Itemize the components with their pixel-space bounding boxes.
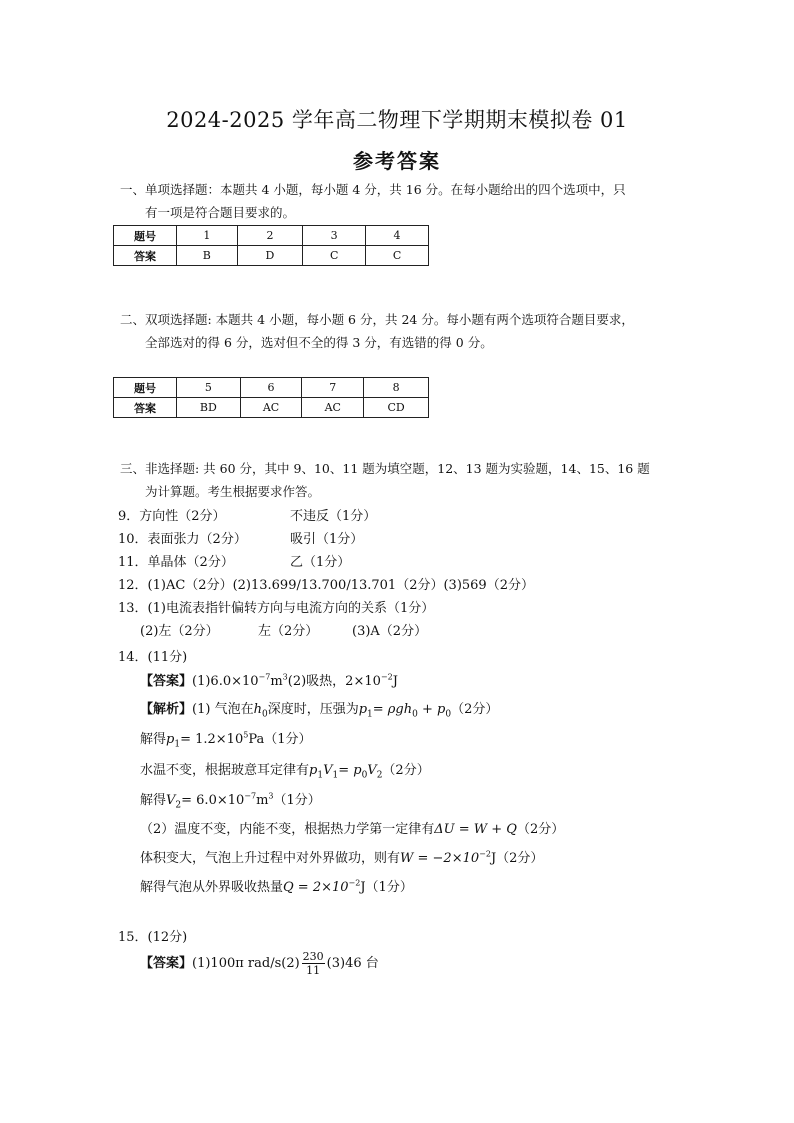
symbol: V: [367, 763, 377, 778]
solution-text: 解得: [140, 732, 167, 747]
subscript: 2: [376, 770, 383, 781]
exponent: 3: [282, 672, 288, 682]
answer-q13-line1: 13．(1)电流表指针偏转方向与电流方向的关系（1分）: [118, 601, 435, 616]
solution-text: 水温不变，根据玻意耳定律有: [140, 763, 310, 778]
section3-instructions-line2: 为计算题。考生根据要求作答。: [145, 484, 321, 499]
unit: m: [256, 793, 269, 808]
q14-boyle-law: [140, 759, 430, 781]
unit: J: [392, 674, 398, 689]
answer-q10: 10．表面张力（2分）: [118, 532, 247, 547]
subscript: 1: [174, 739, 181, 750]
answer-q13-part2b: 左（2分）: [258, 624, 319, 639]
table-row: [114, 378, 429, 398]
answer-text: (2)吸热，2×10: [287, 674, 381, 689]
row-header: 答案: [114, 398, 177, 418]
q14-solution1: [140, 728, 312, 750]
answer-q9-part2: 不违反（1分）: [290, 509, 377, 524]
score: （2分）: [516, 822, 565, 837]
subscript: 1: [367, 709, 373, 720]
answer-q13-part3: (3)A（2分）: [352, 624, 428, 639]
answer-cell: CD: [364, 398, 429, 418]
exponent: −2: [479, 849, 491, 859]
q15-heading: 15．(12分): [118, 930, 188, 945]
formula: ΔU = W + Q: [434, 822, 517, 837]
q14-analysis: [140, 698, 498, 720]
subscript: 2: [175, 800, 182, 811]
subscript: 0: [412, 709, 418, 720]
exponent: 3: [268, 791, 274, 801]
question-number: 2: [237, 226, 303, 246]
symbol: V: [166, 793, 176, 808]
answer-cell: D: [237, 246, 303, 266]
section2-answer-table: [113, 377, 429, 418]
answer-text: (1)6.0×10: [192, 674, 259, 689]
section1-instructions-line2: 有一项是符合题目要求的。: [145, 205, 296, 220]
question-number: 3: [303, 226, 366, 246]
section1-answer-table: [113, 225, 429, 266]
question-number: 8: [364, 378, 429, 398]
answer-q11: 11．单晶体（2分）: [118, 555, 234, 570]
q14-heat: [140, 876, 413, 895]
solution-text: 解得气泡从外界吸收热量: [140, 880, 284, 895]
formula: W = −2×10: [400, 851, 480, 866]
question-number: 1: [177, 226, 238, 246]
symbol: V: [323, 763, 333, 778]
exponent: −7: [244, 791, 257, 801]
q14-heading: 14．(11分): [118, 650, 188, 665]
solution-text: 体积变大，气泡上升过程中对外界做功，则有: [140, 851, 401, 866]
row-header: 答案: [114, 246, 177, 266]
answer-cell: B: [177, 246, 238, 266]
q14-answer: [140, 670, 398, 689]
q14-part2: [140, 818, 564, 837]
symbol: p: [166, 732, 175, 747]
solution-text: J（2分）: [490, 851, 544, 866]
symbol: h: [253, 702, 262, 717]
answer-cell: AC: [240, 398, 302, 418]
solution-text: J（1分）: [360, 880, 413, 895]
fraction-numerator: 230: [302, 950, 324, 963]
answer-text: (1)100π rad/s(2): [192, 956, 300, 971]
formula: = 1.2×10: [180, 732, 244, 747]
table-row: [114, 398, 429, 418]
answer-q9: 9．方向性（2分）: [118, 509, 226, 524]
section3-instructions-line1: 三、非选择题: 共 60 分，其中 9、10、11 题为填空题，12、13 题为实验题，14、15、16 题: [120, 461, 650, 476]
subscript: 1: [317, 770, 324, 781]
subscript: 0: [361, 770, 368, 781]
answer-text: (3)46 台: [326, 956, 379, 971]
q14-solution2: [140, 789, 321, 811]
page-title: 2024-2025 学年高二物理下学期期末模拟卷 01: [166, 108, 628, 132]
answer-label: 【答案】: [140, 674, 193, 689]
subscript: 0: [445, 709, 452, 720]
formula: = p: [338, 763, 362, 778]
answer-q13-part2: (2)左（2分）: [140, 624, 219, 639]
score: （2分）: [451, 702, 499, 717]
solution-text: 解得: [140, 793, 167, 808]
answer-cell: AC: [302, 398, 364, 418]
q14-work: [140, 847, 543, 866]
fraction-denominator: 11: [306, 964, 321, 977]
question-number: 5: [177, 378, 241, 398]
subscript: 0: [261, 709, 268, 720]
q15-answer: [140, 950, 379, 977]
table-row: [114, 226, 429, 246]
answer-q12: 12．(1)AC（2分）(2)13.699/13.700/13.701（2分）(3)569（2分）: [118, 578, 534, 593]
symbol: p: [358, 702, 368, 717]
exponent: −2: [348, 878, 361, 888]
score: （1分）: [273, 793, 321, 808]
question-number: 4: [366, 226, 429, 246]
formula: Q = 2×10: [283, 880, 349, 895]
answer-q11-part2: 乙（1分）: [290, 555, 351, 570]
table-row: [114, 246, 429, 266]
formula: = 6.0×10: [181, 793, 245, 808]
answer-cell: BD: [177, 398, 241, 418]
analysis-text: (1) 气泡在: [192, 702, 254, 717]
question-number: 7: [302, 378, 364, 398]
section2-instructions-line1: 二、双项选择题: 本题共 4 小题，每小题 6 分，共 24 分。每小题有两个选项符合题目要求，: [120, 312, 634, 327]
solution-text: Pa（1分）: [248, 732, 312, 747]
solution-text: （2）温度不变，内能不变，根据热力学第一定律有: [140, 822, 435, 837]
exponent: 5: [243, 730, 249, 740]
answer-cell: C: [366, 246, 429, 266]
exponent: −7: [258, 672, 271, 682]
answer-label: 【答案】: [140, 956, 193, 971]
answer-q10-part2: 吸引（1分）: [290, 532, 364, 547]
formula: = ρgh: [372, 702, 413, 717]
answer-cell: C: [303, 246, 366, 266]
symbol: p: [309, 763, 318, 778]
formula: + p: [417, 702, 446, 717]
analysis-text: 深度时，压强为: [267, 702, 359, 717]
exponent: −2: [380, 672, 393, 682]
analysis-label: 【解析】: [140, 702, 193, 717]
row-header: 题号: [114, 378, 177, 398]
subscript: 1: [332, 770, 339, 781]
page-subtitle: 参考答案: [353, 149, 441, 173]
section1-instructions-line1: 一、单项选择题：本题共 4 小题，每小题 4 分，共 16 分。在每小题给出的四个选项中，只: [120, 182, 626, 197]
fraction: [302, 950, 325, 977]
question-number: 6: [240, 378, 302, 398]
unit: m: [270, 674, 283, 689]
section2-instructions-line2: 全部选对的得 6 分，选对但不全的得 3 分，有选错的得 0 分。: [145, 335, 493, 350]
score: （2分）: [382, 763, 430, 778]
row-header: 题号: [114, 226, 177, 246]
